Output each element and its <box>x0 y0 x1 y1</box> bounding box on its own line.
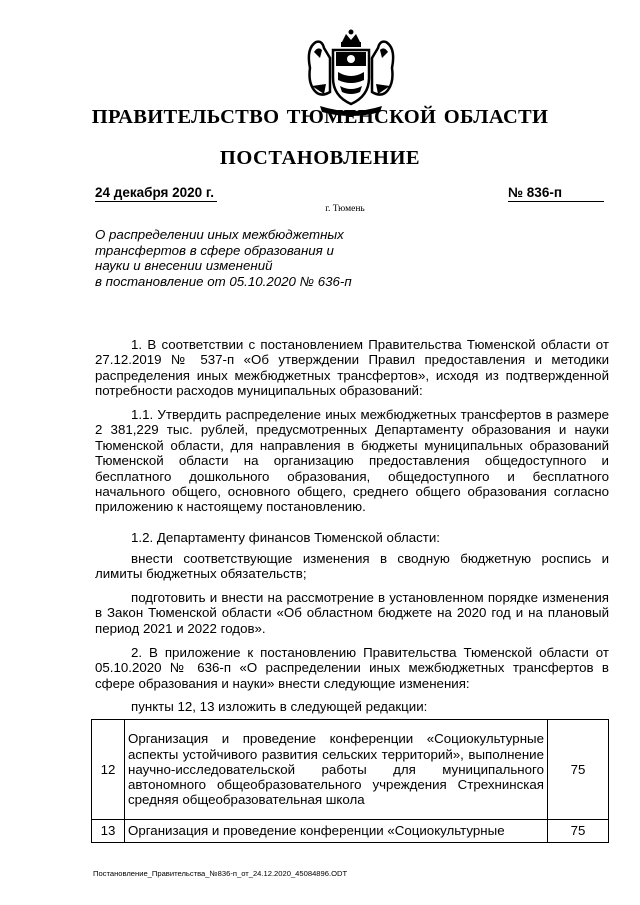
paragraph-items: пункты 12, 13 изложить в следующей редакции: <box>131 699 428 714</box>
footer-filename: Постановление_Правительства_№836-п_от_24.12.2020_45084896.ODT <box>93 869 348 878</box>
table-row <box>92 720 609 820</box>
document-type: ПОСТАНОВЛЕНИЕ <box>219 147 421 169</box>
organization-name: ПРАВИТЕЛЬСТВО ТЮМЕНСКОЙ ОБЛАСТИ <box>91 106 549 128</box>
paragraph-2: 2. В приложение к постановлению Правительства Тюменской области от 05.10.2020 № 636-п «О распределении иных межбюджетных трансфертов в сфере образования и науки» внести следующие изменения: <box>95 645 609 691</box>
coat-of-arms-icon <box>300 28 402 116</box>
paragraph-1-2: 1.2. Департаменту финансов Тюменской области: <box>131 530 440 545</box>
subject-line: науки и внесении изменений <box>95 258 273 274</box>
paragraph-budget-changes: внести соответствующие изменения в сводную бюджетную роспись и лимиты бюджетных обязательств; <box>95 551 609 582</box>
document-subject <box>95 227 375 289</box>
paragraph-law-changes: подготовить и внести на рассмотрение в установленном порядке изменения в Закон Тюменской области «Об областном бюджете на 2020 год и на плановый период 2021 и 2022 годов». <box>95 590 609 636</box>
subject-line: в постановление от 05.10.2020 № 636-п <box>95 273 352 289</box>
paragraph-1-1: 1.1. Утвердить распределение иных межбюджетных трансфертов в размере 2 381,229 тыс. рублей, предусмотренных Департаменту образования и науки Тюменской области, для направления в бюджеты муниципальных образований Тюменской области на организацию предоставления общедоступного и бесплатного дошкольного образования, общедоступного и бесплатного начального общего, основного общего, среднего общего образования согласно приложению к настоящему постановлению. <box>95 407 609 515</box>
row-value: 75 <box>548 720 609 820</box>
table-row <box>92 820 609 843</box>
subject-line: О распределении иных межбюджетных <box>95 227 344 242</box>
row-number: 13 <box>92 820 125 843</box>
paragraph-1: 1. В соответствии с постановлением Правительства Тюменской области от 27.12.2019 № 537-п «Об утверждении Правил предоставления и методики распределения иных межбюджетных трансфертов», исходя из подтвержденной потребности расходов муниципальных образований: <box>95 337 609 399</box>
row-text: Организация и проведение конференции «Социокультурные <box>125 820 548 843</box>
document-date: 24 декабря 2020 г. <box>95 185 217 202</box>
subject-line: трансфертов в сфере образования и <box>95 242 334 258</box>
document-number: № 836-п <box>508 185 604 202</box>
row-value: 75 <box>548 820 609 843</box>
document-city: г. Тюмень <box>325 204 365 214</box>
row-number: 12 <box>92 720 125 820</box>
amendment-table <box>91 719 609 843</box>
row-text: Организация и проведение конференции «Социокультурные аспекты устойчивого развития сельских территорий», выполнение научно-исследовательской работы для муниципального автономного общеобразовательного учреждения Стрехнинская средняя общеобразовательная школа <box>125 720 548 820</box>
